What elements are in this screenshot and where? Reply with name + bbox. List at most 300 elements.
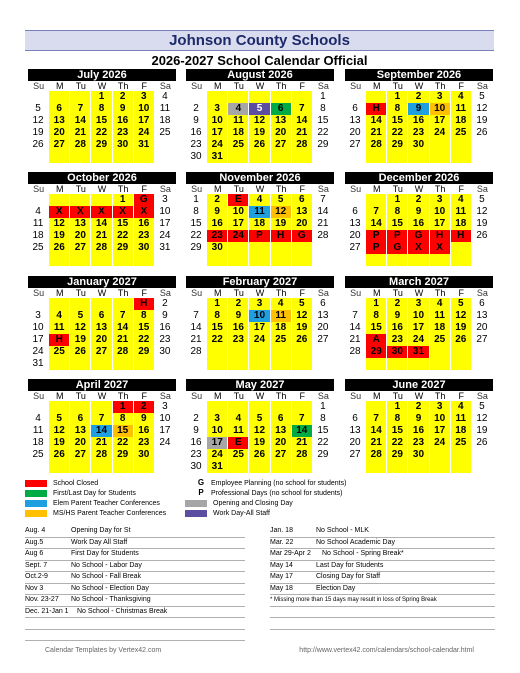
week-row bbox=[28, 449, 176, 461]
day-cell: 21 bbox=[292, 437, 313, 449]
day-cell bbox=[28, 194, 49, 206]
day-header: M bbox=[372, 81, 381, 91]
day-cell bbox=[408, 461, 429, 473]
day-cell: 8 bbox=[387, 206, 408, 218]
day-header: F bbox=[299, 391, 306, 401]
day-cell: 10 bbox=[28, 322, 49, 334]
day-cell: 18 bbox=[451, 425, 472, 437]
day-cell: 18 bbox=[228, 127, 249, 139]
day-cell: 23 bbox=[186, 449, 207, 461]
day-header: Th bbox=[434, 81, 446, 91]
day-cell: 30 bbox=[134, 242, 155, 254]
day-cell: 4 bbox=[228, 413, 249, 425]
day-cell bbox=[451, 358, 472, 370]
week-row bbox=[345, 115, 493, 127]
week-row bbox=[186, 206, 334, 218]
month-block bbox=[345, 379, 493, 473]
day-cell: 5 bbox=[249, 413, 270, 425]
day-cell: 5 bbox=[49, 413, 70, 425]
day-cell: 2 bbox=[207, 194, 228, 206]
day-cell bbox=[70, 91, 91, 103]
month-title: October 2026 bbox=[28, 172, 176, 184]
day-cell bbox=[70, 461, 91, 473]
day-cell bbox=[472, 461, 493, 473]
week-row bbox=[345, 437, 493, 449]
day-cell: 17 bbox=[155, 218, 176, 230]
day-cell: 8 bbox=[313, 413, 334, 425]
day-cell: 16 bbox=[387, 322, 408, 334]
event-row bbox=[270, 526, 495, 538]
day-header: Su bbox=[33, 288, 45, 298]
day-cell: 9 bbox=[387, 310, 408, 322]
day-cell: 5 bbox=[472, 401, 493, 413]
week-row bbox=[28, 194, 176, 206]
day-header: F bbox=[299, 288, 306, 298]
legend-label: First/Last Day for Students bbox=[53, 489, 136, 497]
day-cell bbox=[155, 139, 176, 151]
day-cell: 13 bbox=[292, 206, 313, 218]
day-cell: 16 bbox=[207, 218, 228, 230]
week-row bbox=[28, 218, 176, 230]
day-cell: 19 bbox=[28, 127, 49, 139]
day-header-row bbox=[345, 184, 493, 194]
event-text: No School - Election Day bbox=[71, 584, 149, 592]
day-cell: 26 bbox=[70, 346, 91, 358]
day-cell: 12 bbox=[49, 425, 70, 437]
day-cell: 30 bbox=[408, 139, 429, 151]
day-cell: 4 bbox=[451, 91, 472, 103]
day-header: W bbox=[97, 288, 107, 298]
day-cell: 4 bbox=[28, 206, 49, 218]
day-cell: 4 bbox=[271, 298, 292, 310]
day-cell bbox=[387, 151, 408, 163]
day-cell: 23 bbox=[134, 437, 155, 449]
day-cell: 16 bbox=[186, 127, 207, 139]
day-cell: 2 bbox=[113, 91, 134, 103]
day-cell: 6 bbox=[345, 103, 366, 115]
day-cell: 2 bbox=[387, 298, 408, 310]
day-cell: 2 bbox=[408, 401, 429, 413]
day-cell bbox=[366, 401, 387, 413]
event-row-empty bbox=[25, 618, 245, 630]
day-cell: X bbox=[408, 242, 429, 254]
day-cell bbox=[91, 401, 112, 413]
day-cell bbox=[313, 151, 334, 163]
event-text: Closing Day for Staff bbox=[316, 573, 381, 580]
event-date: Aug. 4 bbox=[25, 527, 46, 534]
day-header: W bbox=[97, 391, 107, 401]
day-cell bbox=[472, 358, 493, 370]
day-cell: 17 bbox=[207, 127, 228, 139]
day-cell: 4 bbox=[28, 413, 49, 425]
day-cell bbox=[472, 346, 493, 358]
event-text: Election Day bbox=[316, 584, 356, 592]
day-header: W bbox=[414, 81, 424, 91]
day-cell bbox=[186, 298, 207, 310]
day-cell: 4 bbox=[228, 103, 249, 115]
day-cell: 11 bbox=[249, 206, 270, 218]
day-cell: 27 bbox=[70, 242, 91, 254]
event-text: No School - Thanksgiving bbox=[71, 596, 151, 603]
month-title: September 2026 bbox=[345, 69, 493, 81]
day-cell: 30 bbox=[134, 449, 155, 461]
event-row bbox=[270, 584, 495, 596]
day-cell: 3 bbox=[207, 413, 228, 425]
day-header: F bbox=[458, 184, 465, 194]
day-cell bbox=[207, 358, 228, 370]
page-title: Johnson County Schools bbox=[25, 30, 494, 51]
day-header: M bbox=[213, 184, 222, 194]
day-cell: 21 bbox=[70, 127, 91, 139]
event-text: First Day for Students bbox=[71, 550, 139, 557]
day-header-row bbox=[345, 288, 493, 298]
day-cell: 12 bbox=[472, 206, 493, 218]
day-cell: 12 bbox=[292, 310, 313, 322]
day-cell: 25 bbox=[228, 449, 249, 461]
day-cell bbox=[366, 358, 387, 370]
red-swatch-icon bbox=[25, 480, 47, 487]
day-cell: 10 bbox=[155, 413, 176, 425]
day-cell bbox=[271, 461, 292, 473]
day-cell: 22 bbox=[387, 437, 408, 449]
legend-opening-closing bbox=[185, 499, 293, 507]
day-cell: 21 bbox=[313, 218, 334, 230]
day-cell: 15 bbox=[313, 425, 334, 437]
day-cell bbox=[345, 298, 366, 310]
day-cell bbox=[366, 194, 387, 206]
day-cell bbox=[249, 401, 270, 413]
day-cell: 25 bbox=[451, 127, 472, 139]
day-cell: 31 bbox=[207, 151, 228, 163]
day-cell: 15 bbox=[207, 322, 228, 334]
day-cell: H bbox=[49, 334, 70, 346]
week-row bbox=[186, 346, 334, 358]
day-cell: 9 bbox=[134, 413, 155, 425]
month-block bbox=[186, 69, 334, 163]
gray-swatch-icon bbox=[185, 500, 207, 507]
day-cell: 27 bbox=[49, 139, 70, 151]
day-cell: 13 bbox=[313, 310, 334, 322]
event-row bbox=[25, 595, 245, 607]
day-cell: 24 bbox=[155, 230, 176, 242]
day-cell bbox=[70, 194, 91, 206]
day-cell: 28 bbox=[113, 346, 134, 358]
week-row bbox=[186, 127, 334, 139]
day-header: Th bbox=[117, 391, 129, 401]
month-title: November 2026 bbox=[186, 172, 334, 184]
day-header: Sa bbox=[159, 288, 171, 298]
month-title: December 2026 bbox=[345, 172, 493, 184]
day-cell: 18 bbox=[271, 322, 292, 334]
day-cell bbox=[113, 358, 134, 370]
day-cell: 6 bbox=[91, 310, 112, 322]
day-cell: 17 bbox=[249, 322, 270, 334]
day-cell: 28 bbox=[345, 346, 366, 358]
event-row bbox=[270, 538, 495, 550]
day-cell: H bbox=[134, 298, 155, 310]
day-cell bbox=[271, 151, 292, 163]
day-cell: 30 bbox=[186, 461, 207, 473]
day-cell bbox=[387, 461, 408, 473]
day-cell: 1 bbox=[387, 91, 408, 103]
event-row bbox=[25, 561, 245, 573]
day-cell: 17 bbox=[430, 218, 451, 230]
day-cell: 16 bbox=[134, 218, 155, 230]
day-cell: 28 bbox=[313, 230, 334, 242]
day-cell bbox=[430, 358, 451, 370]
day-cell bbox=[113, 298, 134, 310]
day-cell: 2 bbox=[228, 298, 249, 310]
day-cell: 9 bbox=[228, 310, 249, 322]
day-cell: 25 bbox=[430, 334, 451, 346]
day-cell: 11 bbox=[28, 425, 49, 437]
week-row bbox=[28, 242, 176, 254]
day-cell: 14 bbox=[313, 206, 334, 218]
event-date: Dec. 21-Jan 1 bbox=[25, 607, 69, 615]
day-cell: 1 bbox=[113, 194, 134, 206]
day-cell: 17 bbox=[408, 322, 429, 334]
day-cell: 3 bbox=[408, 298, 429, 310]
day-cell: X bbox=[49, 206, 70, 218]
day-cell: 28 bbox=[91, 242, 112, 254]
day-cell bbox=[271, 358, 292, 370]
week-row bbox=[345, 139, 493, 151]
day-cell bbox=[207, 401, 228, 413]
event-date: Jan. 18 bbox=[270, 527, 293, 534]
day-cell: 24 bbox=[134, 127, 155, 139]
day-cell: 15 bbox=[387, 115, 408, 127]
day-cell: X bbox=[91, 206, 112, 218]
green-swatch-icon bbox=[25, 490, 47, 497]
week-row bbox=[345, 230, 493, 242]
day-cell: 6 bbox=[271, 413, 292, 425]
day-cell: 30 bbox=[207, 242, 228, 254]
day-cell bbox=[91, 461, 112, 473]
day-cell bbox=[207, 91, 228, 103]
day-cell: 14 bbox=[345, 322, 366, 334]
day-cell: 24 bbox=[28, 346, 49, 358]
day-header: Su bbox=[191, 391, 203, 401]
day-header: Su bbox=[191, 288, 203, 298]
day-header: F bbox=[141, 288, 148, 298]
week-row bbox=[186, 151, 334, 163]
day-cell: 20 bbox=[271, 437, 292, 449]
week-row bbox=[186, 334, 334, 346]
week-row bbox=[28, 322, 176, 334]
day-cell: 29 bbox=[313, 139, 334, 151]
day-cell: X bbox=[70, 206, 91, 218]
day-cell: 7 bbox=[91, 413, 112, 425]
day-cell: 22 bbox=[313, 437, 334, 449]
day-cell: 1 bbox=[313, 91, 334, 103]
day-cell: 10 bbox=[430, 413, 451, 425]
week-row bbox=[28, 206, 176, 218]
day-header: W bbox=[414, 391, 424, 401]
day-cell: 18 bbox=[28, 437, 49, 449]
day-cell: 25 bbox=[28, 449, 49, 461]
day-cell: 19 bbox=[271, 218, 292, 230]
day-cell: 22 bbox=[313, 127, 334, 139]
day-cell: 10 bbox=[228, 206, 249, 218]
day-cell: 3 bbox=[28, 310, 49, 322]
day-cell: 26 bbox=[292, 334, 313, 346]
day-cell: 21 bbox=[186, 334, 207, 346]
day-cell: 30 bbox=[155, 346, 176, 358]
legend bbox=[25, 479, 495, 519]
day-cell: 1 bbox=[313, 401, 334, 413]
event-text: No School Academic Day bbox=[316, 538, 395, 546]
month-title: January 2027 bbox=[28, 276, 176, 288]
month-block bbox=[28, 172, 176, 266]
month-title: June 2027 bbox=[345, 379, 493, 391]
day-header: W bbox=[97, 81, 107, 91]
day-header: F bbox=[141, 184, 148, 194]
day-cell: 24 bbox=[228, 230, 249, 242]
event-text: Last Day for Students bbox=[316, 561, 384, 569]
day-cell: X bbox=[134, 206, 155, 218]
day-cell: 15 bbox=[186, 218, 207, 230]
week-row bbox=[345, 151, 493, 163]
week-row bbox=[186, 230, 334, 242]
day-cell: 24 bbox=[249, 334, 270, 346]
day-header: Su bbox=[191, 184, 203, 194]
day-cell: 30 bbox=[113, 139, 134, 151]
day-cell: 7 bbox=[186, 310, 207, 322]
day-cell: 13 bbox=[345, 115, 366, 127]
day-cell bbox=[249, 254, 270, 266]
day-cell: 16 bbox=[408, 218, 429, 230]
day-cell: 23 bbox=[155, 334, 176, 346]
day-cell: 25 bbox=[28, 242, 49, 254]
day-header-row bbox=[186, 81, 334, 91]
day-header: M bbox=[55, 184, 64, 194]
day-cell bbox=[366, 91, 387, 103]
day-cell: 13 bbox=[70, 425, 91, 437]
day-cell: 19 bbox=[472, 218, 493, 230]
day-header: Tu bbox=[392, 391, 403, 401]
day-cell: 7 bbox=[345, 310, 366, 322]
day-cell: P bbox=[249, 230, 270, 242]
day-cell bbox=[155, 358, 176, 370]
day-cell: 15 bbox=[313, 115, 334, 127]
day-cell bbox=[228, 358, 249, 370]
event-row bbox=[270, 561, 495, 573]
day-cell bbox=[186, 254, 207, 266]
day-cell bbox=[345, 461, 366, 473]
day-header-row bbox=[28, 184, 176, 194]
event-date: May 18 bbox=[270, 584, 293, 592]
day-cell bbox=[430, 151, 451, 163]
day-cell: 2 bbox=[186, 413, 207, 425]
day-cell: 14 bbox=[186, 322, 207, 334]
day-cell: 13 bbox=[70, 218, 91, 230]
day-cell: 30 bbox=[387, 346, 408, 358]
event-date: Sept. 7 bbox=[25, 561, 48, 569]
day-cell: 18 bbox=[430, 322, 451, 334]
day-cell: 28 bbox=[366, 139, 387, 151]
day-cell bbox=[345, 151, 366, 163]
day-cell: 18 bbox=[451, 218, 472, 230]
day-cell bbox=[472, 151, 493, 163]
day-cell: 20 bbox=[271, 127, 292, 139]
event-row bbox=[270, 595, 495, 607]
legend-elem-conf bbox=[25, 499, 160, 507]
month-title: August 2026 bbox=[186, 69, 334, 81]
week-row bbox=[28, 461, 176, 473]
day-cell: 19 bbox=[70, 334, 91, 346]
day-cell: 15 bbox=[113, 425, 134, 437]
day-cell: 20 bbox=[313, 322, 334, 334]
day-cell: 1 bbox=[366, 298, 387, 310]
day-header: W bbox=[255, 81, 265, 91]
day-cell: 26 bbox=[49, 449, 70, 461]
events-right bbox=[270, 526, 495, 630]
day-header: Su bbox=[350, 288, 362, 298]
day-cell: 14 bbox=[366, 115, 387, 127]
day-cell bbox=[49, 298, 70, 310]
day-cell: 13 bbox=[271, 115, 292, 127]
week-row bbox=[186, 242, 334, 254]
day-cell: 7 bbox=[70, 103, 91, 115]
day-cell bbox=[49, 461, 70, 473]
day-cell: 10 bbox=[155, 206, 176, 218]
day-cell: 23 bbox=[134, 230, 155, 242]
day-cell bbox=[430, 449, 451, 461]
day-header: Tu bbox=[75, 184, 86, 194]
day-cell: 26 bbox=[472, 230, 493, 242]
day-cell bbox=[313, 358, 334, 370]
week-row bbox=[186, 139, 334, 151]
day-cell: 20 bbox=[345, 437, 366, 449]
day-cell: 15 bbox=[113, 218, 134, 230]
day-cell: 21 bbox=[366, 437, 387, 449]
day-cell: P bbox=[387, 230, 408, 242]
footer-right: http://www.vertex42.com/calendars/school-calendar.html bbox=[299, 647, 474, 654]
day-cell bbox=[228, 254, 249, 266]
event-date: Mar 29-Apr 2 bbox=[270, 550, 311, 557]
day-cell bbox=[70, 401, 91, 413]
week-row bbox=[28, 230, 176, 242]
day-cell: 26 bbox=[472, 437, 493, 449]
day-cell bbox=[186, 358, 207, 370]
day-cell bbox=[271, 346, 292, 358]
day-cell bbox=[28, 91, 49, 103]
day-cell: 14 bbox=[91, 425, 112, 437]
day-cell: 8 bbox=[387, 413, 408, 425]
day-cell: H bbox=[430, 230, 451, 242]
day-cell: 29 bbox=[91, 139, 112, 151]
day-cell: 12 bbox=[271, 206, 292, 218]
day-cell: 4 bbox=[49, 310, 70, 322]
day-cell: 20 bbox=[70, 230, 91, 242]
month-block bbox=[186, 172, 334, 266]
day-cell: G bbox=[387, 242, 408, 254]
event-date: Mar. 22 bbox=[270, 538, 294, 546]
day-cell bbox=[271, 91, 292, 103]
day-header: Sa bbox=[476, 184, 488, 194]
day-cell: 3 bbox=[207, 103, 228, 115]
day-cell: 13 bbox=[345, 425, 366, 437]
day-cell: 22 bbox=[91, 127, 112, 139]
day-cell bbox=[271, 401, 292, 413]
week-row bbox=[345, 346, 493, 358]
orange-swatch-icon bbox=[25, 510, 47, 517]
day-cell: 26 bbox=[249, 449, 270, 461]
day-cell: 25 bbox=[155, 127, 176, 139]
footer-left: Calendar Templates by Vertex42.com bbox=[45, 647, 162, 654]
day-cell: 17 bbox=[228, 218, 249, 230]
week-row bbox=[345, 413, 493, 425]
